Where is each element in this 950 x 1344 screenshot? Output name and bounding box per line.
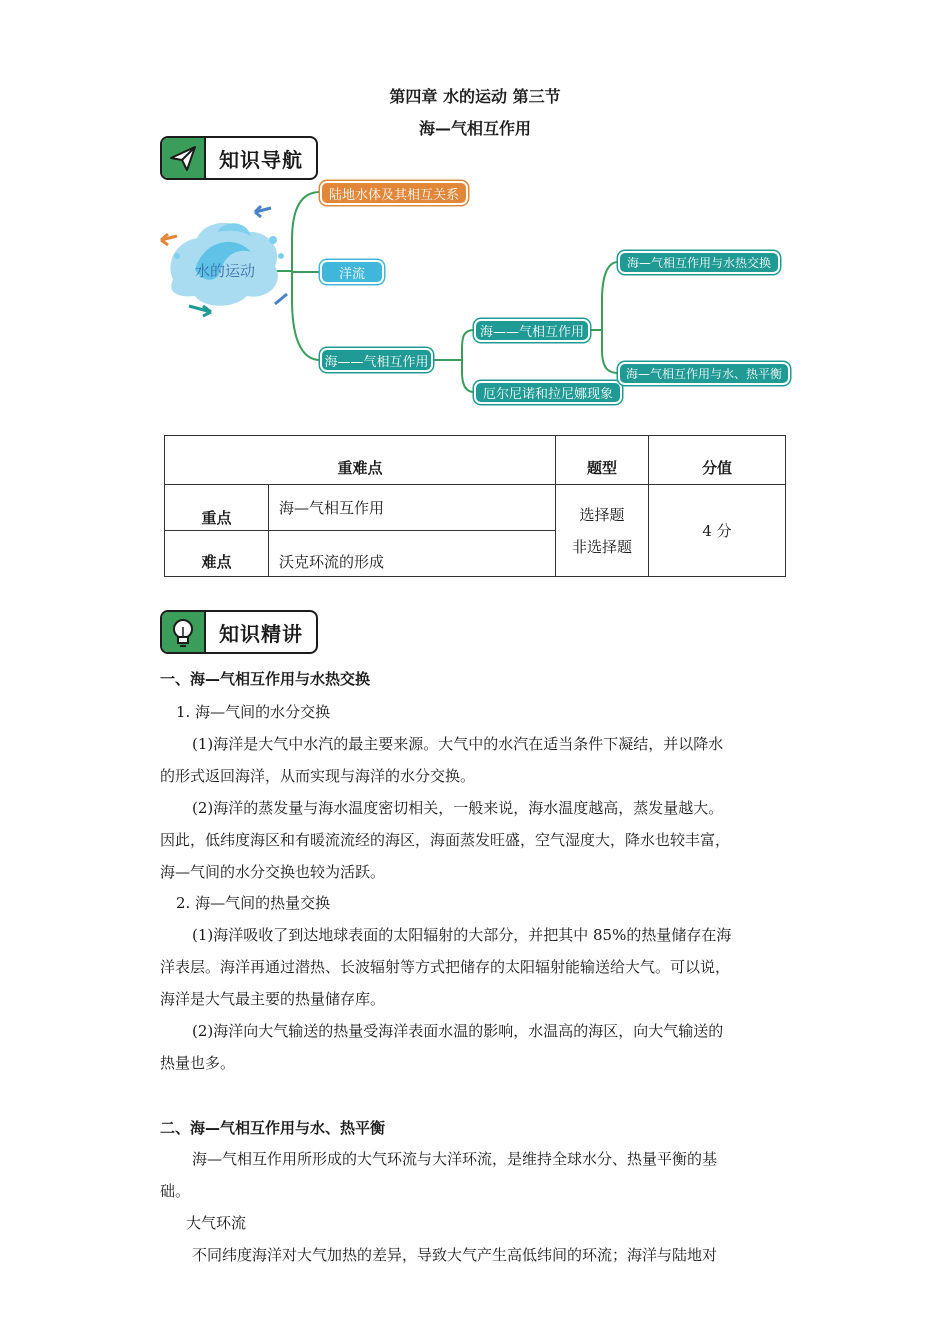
knowledge-nav-label: 知识导航 — [219, 147, 303, 172]
lightbulb-icon — [162, 612, 206, 652]
subheading-water-exchange: 1. 海—气间的水分交换 — [176, 703, 331, 721]
table-header-score: 分值 — [649, 436, 786, 485]
question-type-1: 选择题 — [579, 505, 625, 524]
row-label-key: 重点 — [165, 485, 269, 531]
node-ocean-currents: 洋流 — [320, 260, 384, 284]
node-heat-exchange: 海—气相互作用与水热交换 — [618, 251, 780, 274]
table-header-type: 题型 — [556, 436, 649, 485]
paragraph-line: (1)海洋是大气中水汽的最主要来源。大气中的水汽在适当条件下凝结，并以降水 — [192, 735, 724, 753]
paragraph-line: 海—气相互作用所形成的大气环流与大洋环流，是维持全球水分、热量平衡的基 — [192, 1150, 718, 1168]
question-type-cell — [556, 485, 649, 577]
question-type-2: 非选择题 — [571, 537, 632, 556]
row-content-key: 海—气相互作用 — [269, 485, 556, 531]
paragraph-line: 不同纬度海洋对大气加热的差异，导致大气产生高低纬间的环流；海洋与陆地对 — [192, 1246, 718, 1264]
paragraph-line: 的形式返回海洋，从而实现与海洋的水分交换。 — [160, 767, 476, 785]
mindmap-center-label: 水的运动 — [195, 262, 256, 280]
row-content-difficult: 沃克环流的形成 — [269, 531, 556, 577]
section-1-heading: 一、海—气相互作用与水热交换 — [160, 670, 371, 688]
mindmap-connectors — [0, 0, 950, 420]
node-heat-balance: 海—气相互作用与水、热平衡 — [618, 362, 790, 385]
paragraph-line: 洋表层。海洋再通过潜热、长波辐射等方式把储存的太阳辐射能输送给大气。可以说， — [160, 958, 731, 976]
node-sea-air-sub: 海——气相互作用 — [474, 319, 590, 342]
paragraph-line: (1)海洋吸收了到达地球表面的太阳辐射的大部分，并把其中 85%的热量储存在海 — [192, 926, 732, 944]
paragraph-line: 热量也多。 — [160, 1054, 236, 1072]
paragraph-line: (2)海洋的蒸发量与海水温度密切相关，一般来说，海水温度越高，蒸发量越大。 — [192, 799, 724, 817]
section-title: 海—气相互作用 — [418, 119, 531, 138]
chapter-title: 第四章 水的运动 第三节 — [389, 87, 561, 106]
paragraph-line: (2)海洋向大气输送的热量受海洋表面水温的影响，水温高的海区，向大气输送的 — [192, 1022, 724, 1040]
paragraph-line: 海—气间的水分交换也较为活跃。 — [160, 863, 386, 881]
node-el-nino: 厄尔尼诺和拉尼娜现象 — [474, 381, 622, 404]
table-header-key: 重难点 — [165, 436, 556, 485]
node-land-water: 陆地水体及其相互关系 — [320, 181, 468, 205]
paragraph-line: 海洋是大气最主要的热量储存库。 — [160, 990, 386, 1008]
water-splash-illustration — [155, 200, 295, 320]
section-2-heading: 二、海—气相互作用与水、热平衡 — [160, 1119, 386, 1137]
table-row — [165, 485, 786, 531]
knowledge-lecture-label: 知识精讲 — [219, 621, 303, 646]
paragraph-line: 础。 — [160, 1182, 191, 1200]
key-points-table — [164, 435, 786, 577]
knowledge-lecture-badge — [160, 610, 318, 654]
node-sea-air-branch: 海——气相互作用 — [320, 348, 433, 372]
score-cell: 4 分 — [649, 485, 786, 577]
row-label-difficult: 难点 — [165, 531, 269, 577]
subheading-atmospheric-circulation: 大气环流 — [186, 1214, 247, 1232]
subheading-heat-exchange: 2. 海—气间的热量交换 — [176, 894, 331, 912]
paragraph-line: 因此，低纬度海区和有暖流流经的海区，海面蒸发旺盛，空气湿度大，降水也较丰富， — [160, 831, 731, 849]
